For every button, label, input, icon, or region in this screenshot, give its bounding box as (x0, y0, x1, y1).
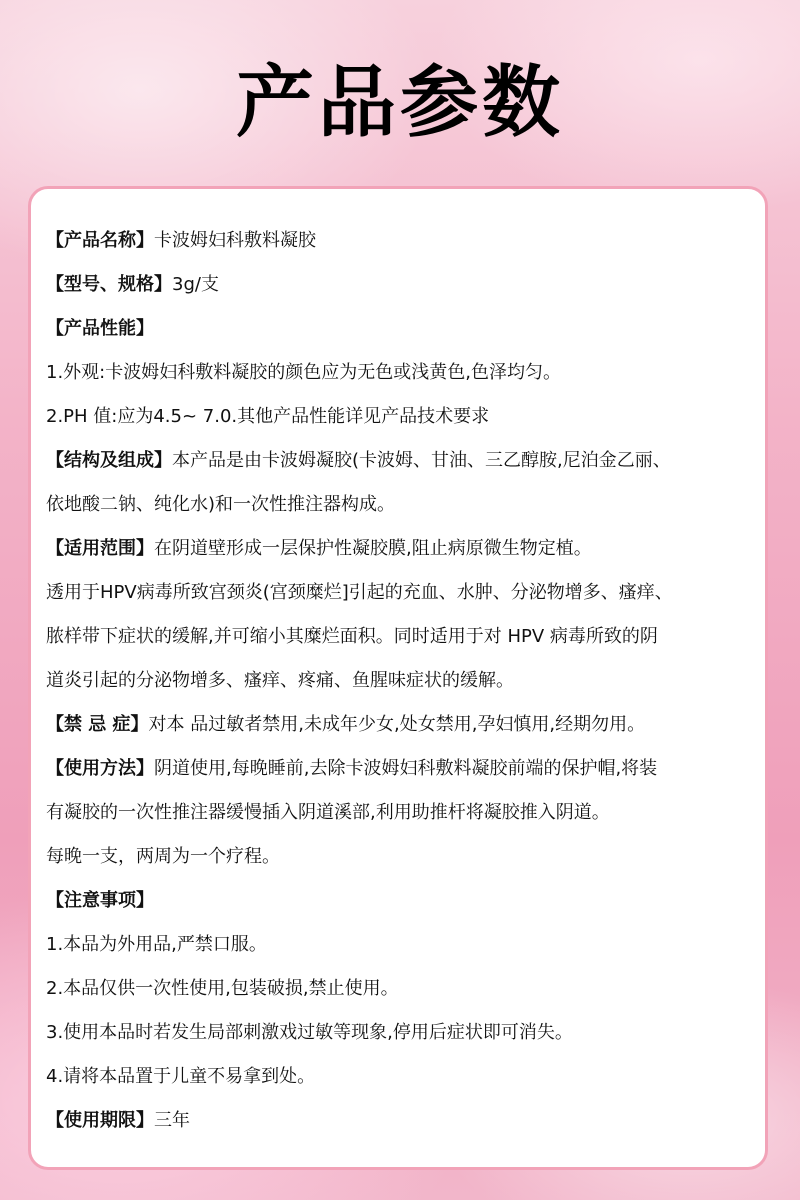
parameter-card (28, 186, 768, 1170)
param-text: 有凝胶的一次性推注器缓慢插入阴道溪部,利用助推杆将凝胶推入阴道。 (46, 802, 610, 823)
param-line-precaution-3 (46, 1011, 765, 1055)
param-text: 道炎引起的分泌物增多、瘙痒、疼痛、鱼腥味症状的缓解。 (46, 670, 514, 691)
param-text: 2.PH 值:应为4.5~ 7.0.其他产品性能详见产品技术要求 (46, 406, 490, 427)
param-label: 【产品性能】 (46, 318, 154, 339)
param-label: 【禁 忌 症】 (46, 714, 149, 735)
param-line-shelf-life (46, 1099, 765, 1143)
param-line-usage (46, 747, 765, 791)
param-text: 本产品是由卡波姆凝胶(卡波姆、甘油、三乙醇胺,尼泊金乙丽、 (172, 450, 671, 471)
param-line-scope-cont-2 (46, 615, 765, 659)
param-label: 【型号、规格】 (46, 274, 172, 295)
param-text: 1.外观:卡波姆妇科敷料凝胶的颜色应为无色或浅黄色,色泽均匀。 (46, 362, 561, 383)
param-line-ph (46, 395, 765, 439)
param-label: 【使用方法】 (46, 758, 154, 779)
param-text: 4.请将本品置于儿童不易拿到处。 (46, 1066, 316, 1087)
param-text: 在阴道壁形成一层保护性凝胶膜,阻止病原微生物定植。 (154, 538, 592, 559)
param-line-precaution-2 (46, 967, 765, 1011)
param-text: 透用于HPV病毒所致宫颈炎(宫颈糜烂]引起的充血、水肿、分泌物增多、瘙痒、 (46, 582, 673, 603)
param-text: 脓样带下症状的缓解,并可缩小其糜烂面积。同时适用于对 HPV 病毒所致的阴 (46, 626, 658, 647)
param-line-contraindication (46, 703, 765, 747)
param-text: 依地酸二钠、纯化水)和一次性推注器构成。 (46, 494, 396, 515)
param-label: 【产品名称】 (46, 230, 154, 251)
param-line-usage-cont-1 (46, 791, 765, 835)
param-text: 1.本品为外用品,严禁口服。 (46, 934, 267, 955)
param-label: 【适用范围】 (46, 538, 154, 559)
param-line-name (46, 219, 765, 263)
param-line-precaution-1 (46, 923, 765, 967)
param-label: 【使用期限】 (46, 1110, 154, 1131)
param-line-spec (46, 263, 765, 307)
param-text: 对本 品过敏者禁用,未成年少女,处女禁用,孕妇慎用,经期勿用。 (148, 714, 646, 735)
page-title: 产品参数 (235, 58, 564, 148)
param-text: 三年 (154, 1110, 190, 1131)
param-text: 每晚一支，两周为一个疗程。 (46, 846, 280, 867)
param-line-composition-cont (46, 483, 765, 527)
param-line-scope (46, 527, 765, 571)
param-text: 卡波姆妇科敷料凝胶 (154, 230, 316, 251)
param-line-appearance (46, 351, 765, 395)
param-text: 阴道使用,每晚睡前,去除卡波姆妇科敷料凝胶前端的保护帽,将装 (154, 758, 658, 779)
param-line-precaution-4 (46, 1055, 765, 1099)
param-line-usage-cont-2 (46, 835, 765, 879)
param-text: 3g/支 (172, 274, 219, 295)
param-label: 【注意事项】 (46, 890, 154, 911)
param-line-scope-cont-1 (46, 571, 765, 615)
param-line-precautions (46, 879, 765, 923)
param-line-performance (46, 307, 765, 351)
param-line-composition (46, 439, 765, 483)
param-text: 2.本品仅供一次性使用,包装破损,禁止使用。 (46, 978, 399, 999)
param-label: 【结构及组成】 (46, 450, 172, 471)
param-line-scope-cont-3 (46, 659, 765, 703)
param-text: 3.使用本品时若发生局部刺激戏过敏等现象,停用后症状即可消失。 (46, 1022, 573, 1043)
